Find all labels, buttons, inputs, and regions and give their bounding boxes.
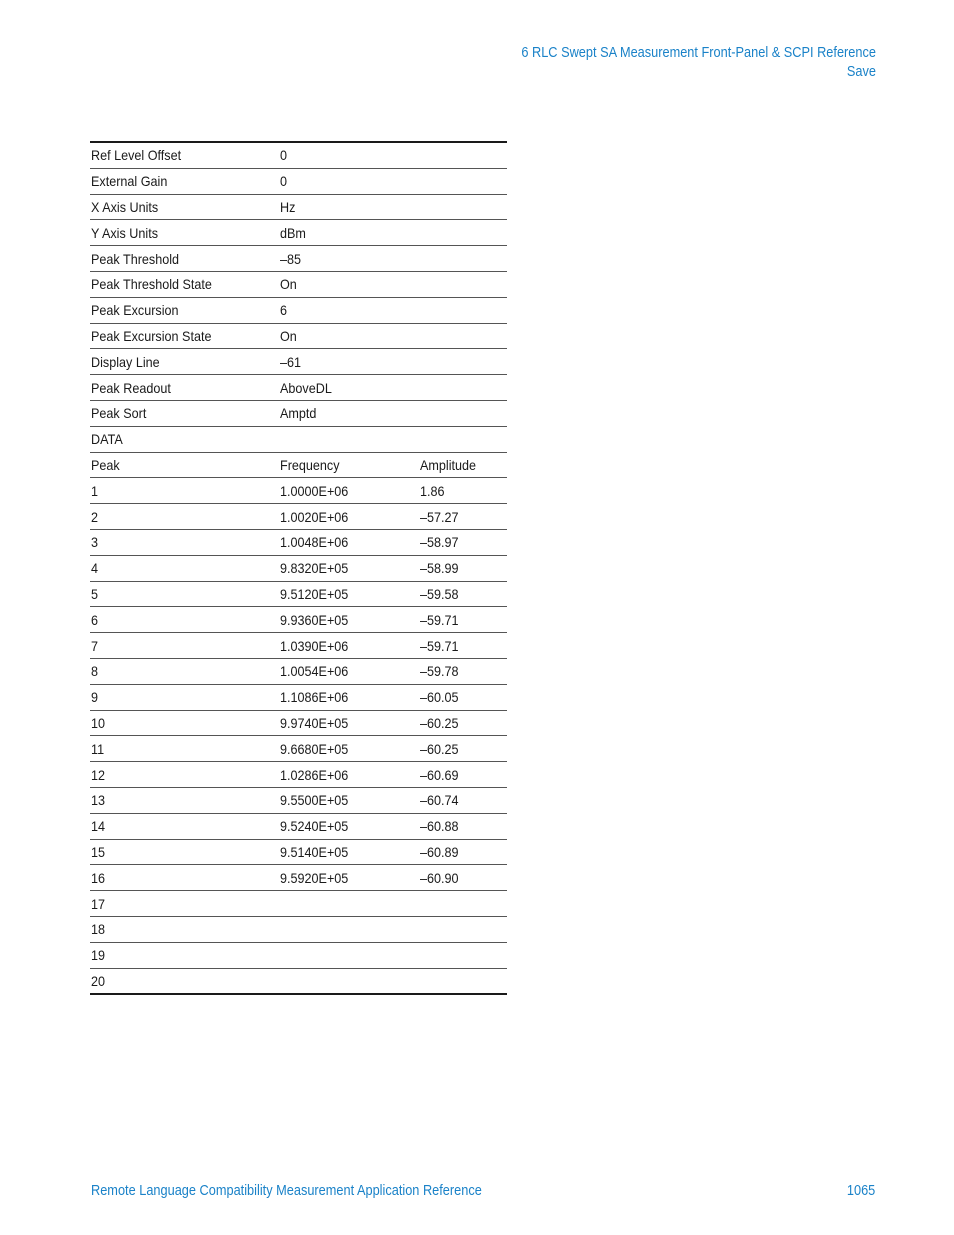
setting-row bbox=[90, 271, 507, 297]
empty-cell bbox=[279, 426, 418, 452]
peak-row bbox=[90, 529, 507, 555]
setting-label-text: Peak Threshold bbox=[91, 250, 180, 267]
peak-frequency bbox=[279, 504, 418, 530]
peak-amplitude bbox=[419, 865, 507, 891]
data-section-row bbox=[90, 426, 507, 452]
peak-number bbox=[90, 504, 279, 530]
setting-label-text: Peak Excursion bbox=[91, 302, 179, 319]
page-number: 1065 bbox=[846, 1183, 875, 1199]
peak-frequency-text: 1.0000E+06 bbox=[280, 482, 349, 499]
column-header-frequency bbox=[279, 452, 418, 478]
peak-row bbox=[90, 839, 507, 865]
setting-row bbox=[90, 220, 507, 246]
peak-amplitude bbox=[419, 891, 507, 917]
setting-label-text: Peak Threshold State bbox=[91, 276, 212, 293]
setting-label bbox=[90, 168, 279, 194]
setting-label-text: X Axis Units bbox=[91, 198, 159, 215]
empty-cell bbox=[419, 168, 507, 194]
peak-number-text: 9 bbox=[91, 689, 99, 706]
setting-row bbox=[90, 375, 507, 401]
peak-number-text: 14 bbox=[91, 818, 106, 835]
setting-label bbox=[90, 194, 279, 220]
peak-number bbox=[90, 607, 279, 633]
column-header-amplitude bbox=[419, 452, 507, 478]
peak-row bbox=[90, 504, 507, 530]
table-body bbox=[90, 142, 507, 994]
peak-frequency-text: 9.8320E+05 bbox=[280, 560, 349, 577]
peak-number bbox=[90, 529, 279, 555]
peak-frequency bbox=[279, 555, 418, 581]
peak-frequency-text: 1.0048E+06 bbox=[280, 534, 349, 551]
peak-amplitude-text: –57.27 bbox=[419, 508, 459, 525]
peak-number-text: 19 bbox=[91, 947, 106, 964]
peak-amplitude-text: –59.58 bbox=[419, 585, 459, 602]
peak-frequency-text: 9.5120E+05 bbox=[280, 585, 349, 602]
peak-frequency-text: 1.0020E+06 bbox=[280, 508, 349, 525]
empty-cell bbox=[419, 375, 507, 401]
peak-amplitude-text: –60.69 bbox=[419, 766, 459, 783]
chapter-title: 6 RLC Swept SA Measurement Front-Panel & SCPI Reference bbox=[521, 45, 876, 61]
peak-row bbox=[90, 684, 507, 710]
peak-number-text: 17 bbox=[91, 895, 106, 912]
peak-amplitude bbox=[419, 968, 507, 994]
peak-amplitude bbox=[419, 762, 507, 788]
setting-label bbox=[90, 375, 279, 401]
peak-number-text: 8 bbox=[91, 663, 99, 680]
setting-value-text: AboveDL bbox=[280, 379, 333, 396]
peak-amplitude-text: –59.71 bbox=[419, 611, 459, 628]
peak-number-text: 6 bbox=[91, 611, 99, 628]
peak-number bbox=[90, 762, 279, 788]
column-header-amplitude-text: Amplitude bbox=[419, 456, 476, 473]
peak-frequency bbox=[279, 891, 418, 917]
peak-number bbox=[90, 478, 279, 504]
peak-number-text: 7 bbox=[91, 637, 99, 654]
peak-number bbox=[90, 658, 279, 684]
peak-amplitude-text: –60.74 bbox=[419, 792, 459, 809]
setting-label-text: Ref Level Offset bbox=[91, 147, 182, 164]
setting-value bbox=[279, 323, 418, 349]
column-header-peak-text: Peak bbox=[91, 456, 120, 473]
peak-row bbox=[90, 478, 507, 504]
peak-number bbox=[90, 710, 279, 736]
peak-frequency bbox=[279, 736, 418, 762]
data-section-label-text: DATA bbox=[91, 431, 123, 448]
peak-frequency bbox=[279, 787, 418, 813]
setting-value bbox=[279, 168, 418, 194]
peak-row bbox=[90, 787, 507, 813]
empty-cell bbox=[419, 271, 507, 297]
setting-label bbox=[90, 271, 279, 297]
peak-frequency bbox=[279, 839, 418, 865]
data-section-label bbox=[90, 426, 279, 452]
peak-frequency-text: 1.0390E+06 bbox=[280, 637, 349, 654]
peak-amplitude bbox=[419, 839, 507, 865]
setting-value-text: On bbox=[280, 276, 298, 293]
peak-amplitude bbox=[419, 916, 507, 942]
peak-frequency-text: 9.9360E+05 bbox=[280, 611, 349, 628]
peak-amplitude bbox=[419, 607, 507, 633]
peak-amplitude-text: –60.25 bbox=[419, 714, 459, 731]
save-results-table bbox=[90, 141, 507, 995]
peak-row bbox=[90, 891, 507, 917]
peak-amplitude-text: –60.89 bbox=[419, 843, 459, 860]
peak-amplitude bbox=[419, 504, 507, 530]
peak-amplitude-text: –59.71 bbox=[419, 637, 459, 654]
peak-frequency bbox=[279, 658, 418, 684]
setting-label bbox=[90, 246, 279, 272]
setting-row bbox=[90, 400, 507, 426]
peak-amplitude-text: 1.86 bbox=[419, 482, 445, 499]
setting-value bbox=[279, 246, 418, 272]
peak-frequency-text: 9.5920E+05 bbox=[280, 869, 349, 886]
peak-frequency bbox=[279, 942, 418, 968]
setting-value-text: dBm bbox=[280, 224, 307, 241]
setting-label-text: Peak Readout bbox=[91, 379, 171, 396]
peak-frequency bbox=[279, 968, 418, 994]
peak-amplitude bbox=[419, 581, 507, 607]
peak-number-text: 13 bbox=[91, 792, 106, 809]
peak-frequency bbox=[279, 529, 418, 555]
peak-frequency-text: 9.6680E+05 bbox=[280, 740, 349, 757]
setting-label-text: Y Axis Units bbox=[91, 224, 158, 241]
setting-label bbox=[90, 400, 279, 426]
peak-amplitude-text: –60.25 bbox=[419, 740, 459, 757]
peak-frequency bbox=[279, 865, 418, 891]
peak-number-text: 3 bbox=[91, 534, 99, 551]
peak-number bbox=[90, 787, 279, 813]
setting-value bbox=[279, 349, 418, 375]
empty-cell bbox=[419, 297, 507, 323]
setting-value bbox=[279, 194, 418, 220]
column-header-peak bbox=[90, 452, 279, 478]
peak-row bbox=[90, 865, 507, 891]
peak-amplitude-text: –58.97 bbox=[419, 534, 459, 551]
peak-number bbox=[90, 581, 279, 607]
column-header-row bbox=[90, 452, 507, 478]
setting-label-text: Peak Sort bbox=[91, 405, 147, 422]
column-header-frequency-text: Frequency bbox=[280, 456, 340, 473]
setting-value-text: On bbox=[280, 327, 298, 344]
peak-number bbox=[90, 813, 279, 839]
peak-frequency-text: 1.1086E+06 bbox=[280, 689, 349, 706]
setting-row bbox=[90, 349, 507, 375]
setting-value bbox=[279, 271, 418, 297]
peak-number bbox=[90, 891, 279, 917]
empty-cell bbox=[419, 349, 507, 375]
setting-label-text: Peak Excursion State bbox=[91, 327, 212, 344]
setting-row bbox=[90, 246, 507, 272]
peak-amplitude-text: –60.90 bbox=[419, 869, 459, 886]
setting-label-text: Display Line bbox=[91, 353, 160, 370]
peak-number-text: 18 bbox=[91, 921, 106, 938]
peak-number bbox=[90, 684, 279, 710]
peak-amplitude bbox=[419, 633, 507, 659]
empty-cell bbox=[419, 400, 507, 426]
peak-number bbox=[90, 633, 279, 659]
peak-row bbox=[90, 607, 507, 633]
empty-cell bbox=[419, 246, 507, 272]
peak-amplitude bbox=[419, 529, 507, 555]
peak-amplitude bbox=[419, 710, 507, 736]
peak-row bbox=[90, 658, 507, 684]
peak-row bbox=[90, 968, 507, 994]
setting-value bbox=[279, 400, 418, 426]
peak-frequency-text: 9.9740E+05 bbox=[280, 714, 349, 731]
peak-frequency bbox=[279, 916, 418, 942]
peak-row bbox=[90, 942, 507, 968]
setting-label bbox=[90, 297, 279, 323]
setting-row bbox=[90, 194, 507, 220]
peak-number-text: 2 bbox=[91, 508, 99, 525]
peak-frequency bbox=[279, 607, 418, 633]
peak-frequency bbox=[279, 710, 418, 736]
setting-row bbox=[90, 168, 507, 194]
setting-label bbox=[90, 349, 279, 375]
empty-cell bbox=[419, 194, 507, 220]
setting-value-text: –61 bbox=[280, 353, 302, 370]
peak-frequency-text: 1.0054E+06 bbox=[280, 663, 349, 680]
peak-number bbox=[90, 865, 279, 891]
peak-amplitude-text: –58.99 bbox=[419, 560, 459, 577]
setting-row bbox=[90, 323, 507, 349]
setting-row bbox=[90, 297, 507, 323]
document-title: Remote Language Compatibility Measurement Application Reference bbox=[91, 1183, 482, 1199]
setting-label bbox=[90, 323, 279, 349]
peak-frequency-text: 9.5240E+05 bbox=[280, 818, 349, 835]
peak-frequency-text: 9.5140E+05 bbox=[280, 843, 349, 860]
peak-frequency bbox=[279, 762, 418, 788]
setting-value bbox=[279, 375, 418, 401]
peak-amplitude-text: –59.78 bbox=[419, 663, 459, 680]
peak-amplitude bbox=[419, 555, 507, 581]
setting-value-text: 0 bbox=[280, 173, 288, 190]
peak-number-text: 10 bbox=[91, 714, 106, 731]
setting-value-text: –85 bbox=[280, 250, 302, 267]
peak-row bbox=[90, 762, 507, 788]
setting-label bbox=[90, 142, 279, 168]
peak-row bbox=[90, 633, 507, 659]
setting-value bbox=[279, 142, 418, 168]
peak-frequency bbox=[279, 581, 418, 607]
setting-value-text: 6 bbox=[280, 302, 288, 319]
peak-number bbox=[90, 968, 279, 994]
peak-number-text: 4 bbox=[91, 560, 99, 577]
peak-number bbox=[90, 916, 279, 942]
peak-number-text: 20 bbox=[91, 972, 106, 989]
peak-number bbox=[90, 736, 279, 762]
peak-row bbox=[90, 736, 507, 762]
peak-frequency bbox=[279, 478, 418, 504]
peak-frequency bbox=[279, 813, 418, 839]
setting-label bbox=[90, 220, 279, 246]
running-header bbox=[521, 44, 876, 82]
peak-amplitude bbox=[419, 478, 507, 504]
section-title: Save bbox=[846, 64, 876, 80]
peak-row bbox=[90, 813, 507, 839]
setting-label-text: External Gain bbox=[91, 173, 168, 190]
peak-number bbox=[90, 555, 279, 581]
peak-number-text: 5 bbox=[91, 585, 99, 602]
empty-cell bbox=[419, 142, 507, 168]
peak-amplitude bbox=[419, 736, 507, 762]
peak-amplitude bbox=[419, 658, 507, 684]
peak-number-text: 15 bbox=[91, 843, 106, 860]
peak-row bbox=[90, 710, 507, 736]
setting-value bbox=[279, 220, 418, 246]
peak-number bbox=[90, 839, 279, 865]
peak-number-text: 11 bbox=[91, 740, 105, 757]
peak-frequency bbox=[279, 633, 418, 659]
setting-value-text: Hz bbox=[280, 198, 296, 215]
setting-value-text: Amptd bbox=[280, 405, 317, 422]
peak-amplitude bbox=[419, 787, 507, 813]
peak-amplitude-text: –60.88 bbox=[419, 818, 459, 835]
peak-frequency-text: 9.5500E+05 bbox=[280, 792, 349, 809]
peak-frequency-text: 1.0286E+06 bbox=[280, 766, 349, 783]
empty-cell bbox=[419, 323, 507, 349]
empty-cell bbox=[419, 220, 507, 246]
empty-cell bbox=[419, 426, 507, 452]
setting-row bbox=[90, 142, 507, 168]
setting-value bbox=[279, 297, 418, 323]
peak-row bbox=[90, 581, 507, 607]
peak-row bbox=[90, 555, 507, 581]
peak-row bbox=[90, 916, 507, 942]
peak-amplitude-text: –60.05 bbox=[419, 689, 459, 706]
peak-number bbox=[90, 942, 279, 968]
peak-amplitude bbox=[419, 684, 507, 710]
peak-amplitude bbox=[419, 942, 507, 968]
peak-amplitude bbox=[419, 813, 507, 839]
peak-number-text: 1 bbox=[91, 482, 99, 499]
setting-value-text: 0 bbox=[280, 147, 288, 164]
peak-number-text: 12 bbox=[91, 766, 106, 783]
peak-number-text: 16 bbox=[91, 869, 106, 886]
peak-frequency bbox=[279, 684, 418, 710]
